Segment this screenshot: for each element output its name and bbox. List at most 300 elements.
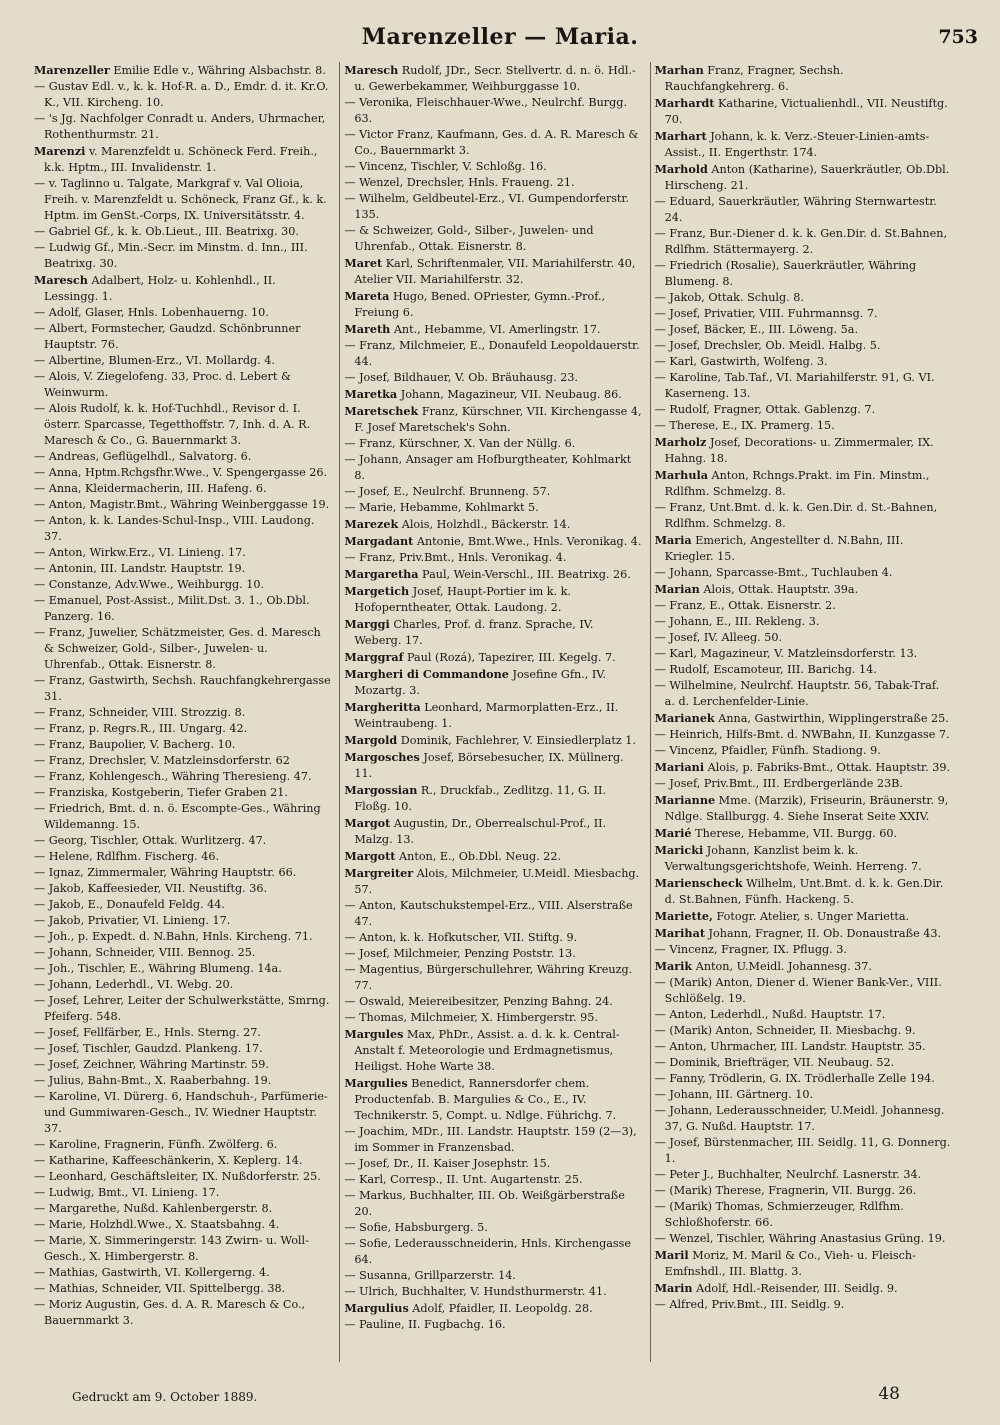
directory-entry — [344, 484, 641, 500]
entry-text: Josef, Haupt-Portier im k. k. Hofoperntheater, Ottak. Laudong. 2. — [354, 585, 571, 614]
directory-entry — [655, 1039, 952, 1055]
directory-entry — [655, 418, 952, 434]
entry-surname: Margheritta — [344, 700, 421, 714]
entry-text: — Anton, k. k. Hofkutscher, VII. Stiftg. 9. — [344, 931, 578, 944]
entry-text: — Wilhelmine, Neulrchf. Hauptstr. 56, Tabak-Traf. a. d. Lerchenfelder-Linie. — [654, 679, 940, 708]
entry-text: — Franz, Bur.-Diener d. k. k. Gen.Dir. d. St.Bahnen, Rdlfhm. Stättermayerg. 2. — [654, 227, 947, 256]
directory-entry — [655, 925, 952, 942]
directory-entry — [655, 322, 952, 338]
entry-text: Mme. (Marzik), Friseurin, Bräunerstr. 9, Ndlge. Stallburgg. 4. Siehe Inserat Seite XXIV. — [664, 794, 949, 823]
entry-text: — Magentius, Bürgerschullehrer, Währing Kreuzg. 77. — [344, 963, 633, 992]
directory-entry — [34, 401, 331, 449]
entry-text: — Gabriel Gf., k. k. Ob.Lieut., III. Beatrixg. 30. — [34, 225, 299, 238]
directory-entry — [655, 161, 952, 194]
directory-entry — [34, 849, 331, 865]
directory-entry — [344, 255, 641, 288]
directory-entry — [34, 1025, 331, 1041]
entry-surname: Mareta — [344, 289, 390, 303]
entry-text: — (Marik) Anton, Diener d. Wiener Bank-Ver., VIII. Schlößelg. 19. — [654, 976, 942, 1005]
entry-text: — Anna, Hptm.Rchgsfhr.Wwe., V. Spengergasse 26. — [34, 466, 328, 479]
directory-entry — [344, 370, 641, 386]
directory-entry — [34, 961, 331, 977]
entry-text: — Josef, Zeichner, Währing Martinstr. 59. — [34, 1058, 269, 1071]
directory-entry — [34, 561, 331, 577]
directory-entry — [34, 865, 331, 881]
entry-text: Anna, Gastwirthin, Wipplingerstraße 25. — [714, 712, 949, 725]
entry-surname: Margaretha — [344, 567, 419, 581]
directory-entry — [655, 354, 952, 370]
directory-entry — [655, 710, 952, 727]
directory-entry — [34, 913, 331, 929]
directory-entry — [655, 630, 952, 646]
entry-text: Franz, Kürschner, VII. Kirchengasse 4, F. Josef Maretschek's Sohn. — [354, 405, 642, 434]
directory-entry — [655, 759, 952, 776]
entry-text: — (Marik) Thomas, Schmierzeuger, Rdlfhm. Schloßhoferstr. 66. — [654, 1200, 904, 1229]
entry-text: — Karl, Corresp., II. Unt. Augartenstr. 25. — [344, 1173, 583, 1186]
columns — [34, 62, 952, 1362]
directory-entry — [344, 815, 641, 848]
entry-text: — Franz, E., Ottak. Eisnerstr. 2. — [654, 599, 836, 612]
entry-surname: Margreiter — [344, 866, 414, 880]
directory-entry — [655, 226, 952, 258]
directory-entry — [344, 898, 641, 930]
entry-surname: Margulius — [344, 1301, 409, 1315]
directory-entry — [344, 994, 641, 1010]
directory-entry — [655, 1087, 952, 1103]
directory-entry — [344, 1156, 641, 1172]
directory-entry — [655, 662, 952, 678]
directory-entry — [344, 403, 641, 436]
entry-text: — Georg, Tischler, Ottak. Wurlitzerg. 47. — [34, 834, 267, 847]
entry-text: Josef, Decorations- u. Zimmermaler, IX. Hahng. 18. — [664, 436, 934, 465]
entry-surname: Marhardt — [654, 96, 715, 110]
directory-entry — [344, 1300, 641, 1317]
directory-entry — [655, 908, 952, 925]
entry-text: — Jakob, Kaffeesieder, VII. Neustiftg. 36. — [34, 882, 268, 895]
directory-entry — [34, 929, 331, 945]
directory-entry — [34, 240, 331, 272]
entry-text: — Franz, Schneider, VIII. Strozzig. 8. — [34, 706, 246, 719]
entry-text: Alois, Ottak. Hauptstr. 39a. — [699, 583, 859, 596]
page-number: 753 — [938, 26, 978, 48]
entry-text: — Josef, IV. Alleeg. 50. — [654, 631, 783, 644]
entry-surname: Marié — [654, 826, 692, 840]
directory-entry — [655, 942, 952, 958]
directory-entry — [344, 583, 641, 616]
entry-text: R., Druckfab., Zedlitzg. 11, G. II. Floßg. 10. — [354, 784, 606, 813]
directory-entry — [34, 737, 331, 753]
directory-entry — [655, 842, 952, 875]
entry-text: Max, PhDr., Assist. a. d. k. k. Central-Anstalt f. Meteorologie und Erdmagnetismus, Heiligst. Hohe Warte 38. — [354, 1028, 620, 1073]
entry-text: — Joh., Tischler, E., Währing Blumeng. 14a. — [34, 962, 282, 975]
directory-entry — [655, 532, 952, 565]
directory-entry — [344, 500, 641, 516]
directory-entry — [34, 801, 331, 833]
entry-text: — Sofie, Lederausschneiderin, Hnls. Kirchengasse 64. — [344, 1237, 632, 1266]
directory-entry — [34, 1137, 331, 1153]
entry-text: — Anton, Kautschukstempel-Erz., VIII. Alserstraße 47. — [344, 899, 633, 928]
entry-surname: Maret — [344, 256, 383, 270]
directory-entry — [655, 958, 952, 975]
directory-entry — [344, 516, 641, 533]
entry-surname: Maresch — [34, 273, 88, 287]
entry-text: — 's Jg. Nachfolger Conradt u. Anders, Uhrmacher, Rothenthurmstr. 21. — [34, 112, 326, 141]
directory-entry — [655, 370, 952, 402]
entry-text: Rudolf, JDr., Secr. Stellvertr. d. n. ö. Hdl.- u. Gewerbekammer, Weihburggasse 10. — [354, 64, 636, 93]
directory-entry — [655, 1231, 952, 1247]
entry-text: — Franz, p. Regrs.R., III. Ungarg. 42. — [34, 722, 248, 735]
entry-text: — Veronika, Fleischhauer-Wwe., Neulrchf. Burgg. 63. — [344, 96, 628, 125]
entry-surname: Mariani — [654, 760, 705, 774]
directory-entry — [655, 1280, 952, 1297]
entry-text: — Anton, Wirkw.Erz., VI. Linieng. 17. — [34, 546, 246, 559]
entry-text: — Ludwig, Bmt., VI. Linieng. 17. — [34, 1186, 220, 1199]
printed-date: Gedruckt am 9. October 1889. — [72, 1390, 258, 1404]
entry-text: — Johann, Schneider, VIII. Bennog. 25. — [34, 946, 256, 959]
entry-text: — Peter J., Buchhalter, Neulrchf. Lasnerstr. 34. — [654, 1168, 922, 1181]
directory-entry — [34, 1041, 331, 1057]
entry-text: Adolf, Hdl.-Reisender, III. Seidlg. 9. — [692, 1282, 898, 1295]
directory-entry — [344, 1284, 641, 1300]
directory-entry — [34, 993, 331, 1025]
entry-surname: Marianek — [654, 711, 715, 725]
entry-surname: Marezek — [344, 517, 399, 531]
entry-text: Anton (Katharine), Sauerkräutler, Ob.Dbl. Hirscheng. 21. — [664, 163, 950, 192]
directory-entry — [34, 79, 331, 111]
entry-surname: Marenzeller — [34, 63, 110, 77]
directory-entry — [655, 1199, 952, 1231]
directory-entry — [344, 452, 641, 484]
directory-entry — [655, 875, 952, 908]
directory-entry — [34, 673, 331, 705]
entry-text: Antonie, Bmt.Wwe., Hnls. Veronikag. 4. — [413, 535, 642, 548]
entry-surname: Marik — [654, 959, 693, 973]
entry-text: — Anton, Lederhdl., Nußd. Hauptstr. 17. — [654, 1008, 886, 1021]
directory-entry — [344, 1075, 641, 1124]
entry-text: Augustin, Dr., Oberrealschul-Prof., II. Malzg. 13. — [354, 817, 607, 846]
entry-surname: Margules — [344, 1027, 404, 1041]
directory-entry — [34, 176, 331, 224]
entry-text: — Emanuel, Post-Assist., Milit.Dst. 3. 1., Ob.Dbl. Panzerg. 16. — [34, 594, 310, 623]
entry-text: Emilie Edle v., Währing Alsbachstr. 8. — [109, 64, 326, 77]
entry-text: — Franz, Kürschner, X. Van der Nüllg. 6. — [344, 437, 576, 450]
entry-text: — Anton, k. k. Landes-Schul-Insp., VIII. Laudong. 37. — [34, 514, 315, 543]
directory-entry — [344, 127, 641, 159]
entry-text: — Albert, Formstecher, Gaudzd. Schönbrunner Hauptstr. 76. — [34, 322, 301, 351]
entry-text: — Karl, Gastwirth, Wolfeng. 3. — [654, 355, 828, 368]
entry-text: — Ulrich, Buchhalter, V. Hundsthurmerstr. 41. — [344, 1285, 607, 1298]
entry-text: — Josef, Fellfärber, E., Hnls. Sterng. 27. — [34, 1026, 261, 1039]
entry-text: Wilhelm, Unt.Bmt. d. k. k. Gen.Dir. d. St.Bahnen, Fünfh. Hackeng. 5. — [664, 877, 944, 906]
entry-text: — Ludwig Gf., Min.-Secr. im Minstm. d. Inn., III. Beatrixg. 30. — [34, 241, 308, 270]
entry-text: — Franz, Baupolier, V. Bacherg. 10. — [34, 738, 236, 751]
directory-entry — [655, 1183, 952, 1199]
entry-text: Anton, E., Ob.Dbl. Neug. 22. — [395, 850, 562, 863]
directory-entry — [34, 1233, 331, 1265]
directory-entry — [344, 386, 641, 403]
entry-text: — Ignaz, Zimmermaler, Währing Hauptstr. 66. — [34, 866, 297, 879]
entry-surname: Marhan — [654, 63, 704, 77]
entry-text: — Johann, Lederausschneider, U.Meidl. Johannesg. 37, G. Nußd. Hauptstr. 17. — [654, 1104, 945, 1133]
entry-text: Leonhard, Marmorplatten-Erz., II. Weintraubeng. 1. — [354, 701, 619, 730]
directory-entry — [34, 62, 331, 79]
entry-surname: Margetich — [344, 584, 410, 598]
entry-text: — Marie, X. Simmeringerstr. 143 Zwirn- u. Woll-Gesch., X. Himbergerstr. 8. — [34, 1234, 309, 1263]
entry-text: — Anton, Uhrmacher, III. Landstr. Hauptstr. 35. — [654, 1040, 926, 1053]
directory-entry — [344, 62, 641, 95]
entry-text: — Victor Franz, Kaufmann, Ges. d. A. R. Maresch & Co., Bauernmarkt 3. — [344, 128, 639, 157]
page-header — [0, 24, 1000, 60]
entry-text: — Josef, Bäcker, E., III. Löweng. 5a. — [654, 323, 859, 336]
entry-text: Franz, Fragner, Sechsh. Rauchfangkehrerg. 6. — [664, 64, 844, 93]
entry-surname: Margossian — [344, 783, 418, 797]
directory-entry — [344, 649, 641, 666]
directory-entry — [34, 897, 331, 913]
directory-entry — [344, 95, 641, 127]
directory-entry — [655, 598, 952, 614]
entry-text: — Wilhelm, Geldbeutel-Erz., VI. Gumpendorferstr. 135. — [344, 192, 630, 221]
entry-text: — Josef, Drechsler, Ob. Meidl. Halbg. 5. — [654, 339, 881, 352]
entry-text: Karl, Schriftenmaler, VII. Mariahilferstr. 40, Atelier VII. Mariahilferstr. 32. — [354, 257, 636, 286]
directory-entry — [344, 175, 641, 191]
directory-entry — [655, 128, 952, 161]
entry-text: — Fanny, Trödlerin, G. IX. Trödlerhalle Zelle 194. — [654, 1072, 935, 1085]
directory-entry — [344, 1317, 641, 1333]
directory-entry — [344, 616, 641, 649]
directory-entry — [34, 353, 331, 369]
entry-text: — Thomas, Milchmeier, X. Himbergerstr. 95. — [344, 1011, 598, 1024]
entry-text: — Constanze, Adv.Wwe., Weihburgg. 10. — [34, 578, 265, 591]
entry-text: Josef, Börsebesucher, IX. Müllnerg. 11. — [354, 751, 624, 780]
entry-text: Adolf, Pfaidler, II. Leopoldg. 28. — [408, 1302, 593, 1315]
directory-entry — [344, 288, 641, 321]
directory-entry — [344, 191, 641, 223]
directory-entry — [655, 975, 952, 1007]
entry-text: — Moriz Augustin, Ges. d. A. R. Maresch & Co., Bauernmarkt 3. — [34, 1298, 306, 1327]
entry-text: — Friedrich, Bmt. d. n. ö. Escompte-Ges., Währing Wildemanng. 15. — [34, 802, 321, 831]
directory-entry — [34, 224, 331, 240]
directory-entry — [655, 402, 952, 418]
entry-text: — Wenzel, Tischler, Währing Anastasius Grüng. 19. — [654, 1232, 946, 1245]
entry-text: — Josef, Tischler, Gaudzd. Plankeng. 17. — [34, 1042, 263, 1055]
directory-entry — [34, 465, 331, 481]
directory-entry — [655, 1103, 952, 1135]
page-footer — [72, 1384, 960, 1412]
entry-surname: Margulies — [344, 1076, 408, 1090]
entry-text: — Vincenz, Tischler, V. Schloßg. 16. — [344, 160, 547, 173]
entry-text: Hugo, Bened. OPriester, Gymn.-Prof., Freiung 6. — [354, 290, 606, 319]
entry-text: — Susanna, Grillparzerstr. 14. — [344, 1269, 516, 1282]
entry-surname: Maretka — [344, 387, 398, 401]
directory-entry — [655, 1007, 952, 1023]
entry-text: — Johann, III. Gärtnerg. 10. — [654, 1088, 814, 1101]
entry-text: — Jakob, Ottak. Schulg. 8. — [654, 291, 804, 304]
entry-text: — Marie, Holzhdl.Wwe., X. Staatsbahng. 4. — [34, 1218, 280, 1231]
entry-text: — Wenzel, Drechsler, Hnls. Fraueng. 21. — [344, 176, 575, 189]
entry-text: v. Marenzfeldt u. Schöneck Ferd. Freih., k.k. Hptm., III. Invalidenstr. 1. — [44, 145, 318, 174]
entry-text: — Josef, E., Neulrchf. Brunneng. 57. — [344, 485, 551, 498]
directory-entry — [344, 550, 641, 566]
column-right — [650, 62, 952, 1362]
entry-text: — Johann, Ansager am Hofburgtheater, Kohlmarkt 8. — [344, 453, 632, 482]
entry-text: Benedict, Rannersdorfer chem. Productenfab. B. Margulies & Co., E., IV. Technikerstr. 5, Compt. u. Ndlge. Führichg. 7. — [354, 1077, 617, 1122]
directory-entry — [34, 785, 331, 801]
directory-entry — [34, 513, 331, 545]
directory-entry — [655, 1023, 952, 1039]
directory-entry — [344, 666, 641, 699]
entry-text: — Mathias, Gastwirth, VI. Kollergerng. 4. — [34, 1266, 270, 1279]
directory-entry — [655, 825, 952, 842]
directory-entry — [655, 581, 952, 598]
directory-entry — [655, 1071, 952, 1087]
entry-surname: Marggraf — [344, 650, 404, 664]
entry-surname: Mareth — [344, 322, 391, 336]
entry-text: — Karoline, Tab.Taf., VI. Mariahilferstr. 91, G. VI. Kaserneng. 13. — [654, 371, 935, 400]
entry-text: — Josef, Bildhauer, V. Ob. Bräuhausg. 23. — [344, 371, 578, 384]
entry-text: — Josef, Privatier, VIII. Fuhrmannsg. 7. — [654, 307, 878, 320]
directory-entry — [34, 1281, 331, 1297]
entry-text: — Franz, Drechsler, V. Matzleinsdorferstr. 62 — [34, 754, 290, 767]
directory-entry — [34, 111, 331, 143]
entry-text: Fotogr. Atelier, s. Unger Marietta. — [712, 910, 910, 923]
directory-entry — [344, 699, 641, 732]
entry-text: — Joh., p. Expedt. d. N.Bahn, Hnls. Kircheng. 71. — [34, 930, 313, 943]
entry-text: — Jakob, E., Donaufeld Feldg. 44. — [34, 898, 225, 911]
entry-text: — Franz, Unt.Bmt. d. k. k. Gen.Dir. d. St.-Bahnen, Rdlfhm. Schmelzg. 8. — [654, 501, 938, 530]
entry-surname: Marenzi — [34, 144, 86, 158]
entry-text: — Adolf, Glaser, Hnls. Lobenhauerng. 10. — [34, 306, 269, 319]
entry-surname: Maricki — [654, 843, 704, 857]
directory-entry — [34, 321, 331, 353]
directory-entry — [34, 753, 331, 769]
directory-entry — [655, 743, 952, 759]
directory-entry — [34, 1089, 331, 1137]
entry-text: Ant., Hebamme, VI. Amerlingstr. 17. — [390, 323, 601, 336]
entry-surname: Marhold — [654, 162, 708, 176]
directory-entry — [344, 1268, 641, 1284]
directory-entry — [34, 625, 331, 673]
entry-text: — Karoline, VI. Dürerg. 6, Handschuh-, Parfümerie- und Gummiwaren-Gesch., IV. Wiedner Hauptstr. 37. — [34, 1090, 328, 1135]
directory-entry — [655, 467, 952, 500]
entry-surname: Marin — [654, 1281, 693, 1295]
entry-surname: Maria — [654, 533, 692, 547]
directory-entry — [344, 1220, 641, 1236]
directory-entry — [34, 1265, 331, 1281]
entry-text: — Leonhard, Geschäftsleiter, IX. Nußdorferstr. 25. — [34, 1170, 321, 1183]
directory-entry — [655, 1247, 952, 1280]
entry-text: — Josef, Priv.Bmt., III. Erdbergerlände 23B. — [654, 777, 903, 790]
directory-entry — [344, 1172, 641, 1188]
entry-text: — Rudolf, Escamoteur, III. Barichg. 14. — [654, 663, 877, 676]
entry-text: Alois, Holzhdl., Bäckerstr. 14. — [398, 518, 571, 531]
entry-surname: Margot — [344, 816, 391, 830]
entry-text: — Sofie, Habsburgerg. 5. — [344, 1221, 488, 1234]
entry-surname: Maresch — [344, 63, 399, 77]
entry-surname: Marholz — [654, 435, 707, 449]
directory-entry — [34, 593, 331, 625]
column-left — [34, 62, 331, 1362]
entry-text: — Franz, Juwelier, Schätzmeister, Ges. d. Maresch & Schweizer, Gold-, Silber-, Juwelen- u. Uhrenfab., Ottak. Eisnerstr. 8. — [34, 626, 321, 671]
directory-entry — [34, 1201, 331, 1217]
directory-entry — [655, 338, 952, 354]
directory-entry — [655, 1167, 952, 1183]
directory-entry — [344, 533, 641, 550]
entry-surname: Maril — [654, 1248, 689, 1262]
entry-text: — Josef, Lehrer, Leiter der Schulwerkstätte, Smrng. Pfeiferg. 548. — [34, 994, 330, 1023]
entry-text: — Alois, V. Ziegelofeng. 33, Proc. d. Lebert & Weinwurm. — [34, 370, 291, 399]
entry-surname: Margadant — [344, 534, 414, 548]
entry-text: Anton, Rchngs.Prakt. im Fin. Minstm., Rdlfhm. Schmelzg. 8. — [664, 469, 930, 498]
sheet-number: 48 — [878, 1384, 900, 1404]
entry-surname: Margold — [344, 733, 398, 747]
entry-text: — Eduard, Sauerkräutler, Währing Sternwartestr. 24. — [654, 195, 937, 224]
entry-text: Adalbert, Holz- u. Kohlenhdl., II. Lessingg. 1. — [44, 274, 276, 303]
directory-entry — [655, 194, 952, 226]
directory-entry — [34, 577, 331, 593]
directory-entry — [34, 369, 331, 401]
entry-text: — Albertine, Blumen-Erz., VI. Mollardg. 4. — [34, 354, 275, 367]
entry-text: Katharine, Victualienhdl., VII. Neustiftg. 70. — [664, 97, 948, 126]
directory-entry — [34, 721, 331, 737]
directory-entry — [344, 1188, 641, 1220]
directory-entry — [655, 727, 952, 743]
page-title: Marenzeller — Maria. — [361, 24, 639, 50]
entry-surname: Marienscheck — [654, 876, 743, 890]
entry-text: — Alois Rudolf, k. k. Hof-Tuchhdl., Revisor d. I. österr. Sparcasse, Tegetthoffstr. 7, Inh. d. A. R. Maresch & Co., G. Bauernmarkt 3. — [34, 402, 311, 447]
entry-text: Johann, k. k. Verz.-Steuer-Linien-amts-Assist., II. Engerthstr. 174. — [664, 130, 930, 159]
entry-text: — Johann, Sparcasse-Bmt., Tuchlauben 4. — [654, 566, 893, 579]
directory-entry — [344, 930, 641, 946]
entry-surname: Margott — [344, 849, 396, 863]
directory-entry — [344, 749, 641, 782]
entry-text: — & Schweizer, Gold-, Silber-, Juwelen- und Uhrenfab., Ottak. Eisnerstr. 8. — [344, 224, 594, 253]
entry-text: — v. Taglinno u. Talgate, Markgraf v. Val Olioia, Freih. v. Marenzfeldt u. Schöneck, Franz Gf., k. k. Hptm. im GenSt.-Corps, IX. Universitätsstr. 4. — [34, 177, 327, 222]
entry-surname: Margheri di Commandone — [344, 667, 509, 681]
directory-entry — [34, 769, 331, 785]
entry-text: — Katharine, Kaffeeschänkerin, X. Keplerg. 14. — [34, 1154, 303, 1167]
entry-text: Dominik, Fachlehrer, V. Einsiedlerplatz 1. — [397, 734, 636, 747]
directory-entry — [655, 1135, 952, 1167]
entry-surname: Marihat — [654, 926, 705, 940]
directory-entry — [344, 1026, 641, 1075]
directory-entry — [344, 321, 641, 338]
entry-text: Emerich, Angestellter d. N.Bahn, III. Kriegler. 15. — [664, 534, 904, 563]
directory-entry — [344, 732, 641, 749]
entry-text: — Vincenz, Fragner, IX. Pflugg. 3. — [654, 943, 847, 956]
entry-text: — Joachim, MDr., III. Landstr. Hauptstr. 159 (2—3), im Sommer in Franzensbad. — [344, 1125, 637, 1154]
entry-text: — Friedrich (Rosalie), Sauerkräutler, Währing Blumeng. 8. — [654, 259, 917, 288]
entry-surname: Margosches — [344, 750, 420, 764]
directory-entry — [655, 646, 952, 662]
entry-text: — Karoline, Fragnerin, Fünfh. Zwölferg. 6. — [34, 1138, 278, 1151]
directory-entry — [344, 962, 641, 994]
directory-entry — [655, 258, 952, 290]
directory-entry — [34, 1057, 331, 1073]
directory-entry — [34, 1073, 331, 1089]
directory-entry — [655, 95, 952, 128]
entry-surname: Marggi — [344, 617, 390, 631]
directory-entry — [655, 306, 952, 322]
entry-text: Alois, p. Fabriks-Bmt., Ottak. Hauptstr. 39. — [704, 761, 951, 774]
directory-entry — [344, 1124, 641, 1156]
directory-entry — [34, 143, 331, 176]
directory-entry — [655, 434, 952, 467]
entry-text: — Dominik, Briefträger, VII. Neubaug. 52. — [654, 1056, 895, 1069]
directory-entry — [34, 449, 331, 465]
directory-entry — [34, 1297, 331, 1329]
entry-surname: Marianne — [654, 793, 716, 807]
entry-text: — Franz, Kohlengesch., Währing Theresieng. 47. — [34, 770, 312, 783]
